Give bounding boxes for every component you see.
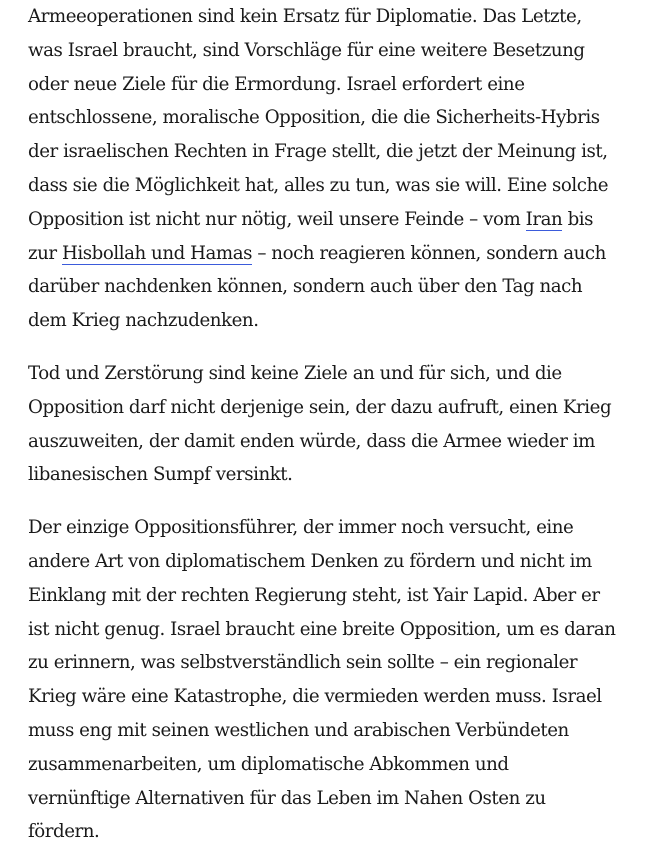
text-line: ist nicht genug. Israel braucht eine breite Opposition, um es daran bbox=[28, 618, 616, 640]
text-line: Der einzige Oppositionsführer, der immer noch versucht, eine bbox=[28, 517, 574, 539]
text-line: fördern. bbox=[28, 821, 100, 843]
text-line: Armeeoperationen sind kein Ersatz für Diplomatie. Das Letzte, bbox=[28, 6, 582, 27]
text-line: Einklang mit der rechten Regierung steht, ist Yair Lapid. Aber er bbox=[28, 584, 600, 606]
paragraph-3 bbox=[28, 511, 628, 849]
article-body bbox=[28, 0, 628, 849]
hisbollah-hamas-link[interactable]: Hisbollah und Hamas bbox=[61, 242, 252, 264]
paragraph-2 bbox=[28, 357, 628, 492]
text-line: zusammenarbeiten, um diplomatische Abkommen und bbox=[28, 753, 509, 775]
text-line: darüber nachdenken können, sondern auch über den Tag nach bbox=[28, 276, 583, 298]
text-line: was Israel braucht, sind Vorschläge für eine weitere Besetzung bbox=[28, 39, 585, 61]
text-segment: bis bbox=[562, 208, 594, 230]
text-line: dem Krieg nachzudenken. bbox=[28, 310, 259, 332]
text-line-with-link bbox=[28, 203, 628, 237]
text-segment: zur bbox=[28, 242, 62, 264]
paragraph-1 bbox=[28, 0, 628, 338]
text-segment: Opposition ist nicht nur nötig, weil unsere Feinde – vom bbox=[28, 208, 526, 230]
text-line: Opposition darf nicht derjenige sein, der dazu aufruft, einen Krieg bbox=[28, 396, 612, 418]
text-line: dass sie die Möglichkeit hat, alles zu tun, was sie will. Eine solche bbox=[28, 174, 609, 196]
text-line: auszuweiten, der damit enden würde, dass die Armee wieder im bbox=[28, 430, 595, 452]
text-line: oder neue Ziele für die Ermordung. Israel erfordert eine bbox=[28, 73, 525, 95]
iran-link[interactable]: Iran bbox=[525, 208, 563, 230]
text-line: entschlossene, moralische Opposition, die die Sicherheits-Hybris bbox=[28, 107, 600, 129]
text-segment: – noch reagieren können, sondern auch bbox=[252, 242, 606, 264]
text-line: muss eng mit seinen westlichen und arabischen Verbündeten bbox=[28, 719, 569, 741]
text-line: Krieg wäre eine Katastrophe, die vermieden werden muss. Israel bbox=[28, 686, 602, 708]
text-line: vernünftige Alternativen für das Leben im Nahen Osten zu bbox=[28, 787, 546, 809]
text-line: zu erinnern, was selbstverständlich sein sollte – ein regionaler bbox=[28, 652, 578, 674]
text-line-with-link bbox=[28, 237, 628, 271]
text-line: Tod und Zerstörung sind keine Ziele an und für sich, und die bbox=[28, 362, 562, 384]
text-line: andere Art von diplomatischem Denken zu fördern und nicht im bbox=[28, 550, 592, 572]
text-line: der israelischen Rechten in Frage stellt, die jetzt der Meinung ist, bbox=[28, 141, 608, 163]
text-line: libanesischen Sumpf versinkt. bbox=[28, 464, 293, 486]
